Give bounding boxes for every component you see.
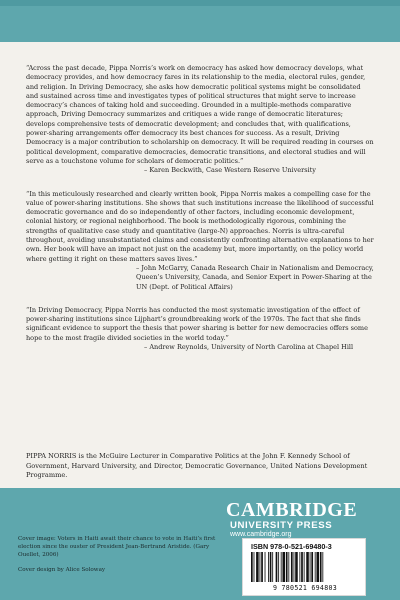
barcode-digits: 9 780521 694803 [272, 584, 338, 592]
barcode-bar [254, 552, 255, 582]
barcode-bar [288, 552, 289, 582]
barcode-panel [242, 538, 366, 596]
barcode-bar [281, 552, 282, 582]
barcode-bar [299, 552, 300, 582]
endorsement-quote-3: “In Driving Democracy, Pippa Norris has conducted the most systematic investigation of the effect of power-sharing institutions since Lijphart’s groundbreaking work of the 1970s. The fact that she finds significant evidence to support the thesis that power sharing is better for new democracies offers some hope to the most fragile divided societies in the world today.” [26, 305, 368, 342]
endorsement-quote-1: “Across the past decade, Pippa Norris’s work on democracy has asked how democracy develops, what democracy provides, and how democracy fares in its relationship to the media, electoral rules, gender, and religion. In Driving Democracy, she asks how democratic political systems might be consolidated and sustained across time and investigates types of political structures that might serve to increase democracy’s chances of taking hold and succeeding. Grounded in a multiple-methods comparative approach, Driving Democracy summarizes and critiques a wide range of democratic literatures; develops comprehensive tests of democratic development; and concludes that, with qualifications, power-sharing arrangements offer democracy its best chances for success. As a result, Driving Democracy is a major contribution to scholarship on democracy. It will be required reading in courses on political development, comparative democracies, democratic transitions, and electoral studies and will serve as a touchstone volume for scholars of democratic politics.” [26, 64, 374, 165]
barcode-bar [310, 552, 311, 582]
barcode-bar [316, 552, 319, 582]
author-bio: PIPPA NORRIS is the McGuire Lecturer in Comparative Politics at the John F. Kennedy School of Government, Harvard University, and Director, Democratic Governance, United Nations Development Programme. [26, 452, 368, 479]
barcode-bar [315, 552, 316, 582]
barcode-bar [256, 552, 259, 582]
barcode-bar [270, 552, 272, 582]
barcode-bar [286, 552, 288, 582]
barcode-bar [272, 552, 273, 582]
barcode-bar [282, 552, 285, 582]
barcode-bar [301, 552, 303, 582]
barcode-bar [320, 552, 322, 582]
barcode-bars [249, 552, 359, 586]
publisher-logo [226, 500, 366, 538]
barcode-bar [306, 552, 309, 582]
endorsements [26, 64, 374, 352]
publisher-url: www.cambridge.org [230, 531, 292, 538]
endorsement-attribution-1: – Karen Beckwith, Case Western Reserve University [144, 166, 316, 175]
barcode-bar [304, 552, 305, 582]
barcode-bar [322, 552, 323, 582]
top-color-band [0, 0, 400, 42]
barcode-bar [291, 552, 293, 582]
barcode-bar [261, 552, 263, 582]
barcode-bar [268, 552, 269, 582]
barcode-bar [311, 552, 313, 582]
barcode-bar [294, 552, 295, 582]
barcode-bar [265, 552, 266, 582]
barcode-bar [260, 552, 261, 582]
top-band-edge [0, 0, 400, 6]
barcode-bar [251, 552, 253, 582]
cover-image-credit: Cover image: Voters in Haiti await their chance to vote in Haiti’s first election since the ouster of President Jean-Bertrand Aristide. (Gary Ouellet, 2006) [18, 536, 216, 558]
endorsement-attribution-3: – Andrew Reynolds, University of North Carolina at Chapel Hill [144, 343, 354, 352]
barcode-bar [276, 552, 278, 582]
endorsement-attribution-2: – John McGarry, Canada Research Chair in Nationalism and Democracy, Queen’s University, Canada, and Senior Expert in Power-Sharing at the UN (Dept. of Political Affairs) [136, 263, 374, 291]
publisher-press: UNIVERSITY PRESS [230, 520, 333, 531]
barcode-bar [278, 552, 279, 582]
cover-design-credit: Cover design by Alice Soloway [18, 567, 106, 573]
endorsement-quote-2: “In this meticulously researched and clearly written book, Pippa Norris makes a compelling case for the value of power-sharing institutions. She shows that such institutions increase the likelihood of successful democratic governance and do so independently of other factors, including economic development, colonial history, or regional neighborhood. The book is methodologically rigorous, combining the strengths of qualitative case study and quantitative (large-N) approaches. Norris is ultra-careful throughout, avoiding unsubstantiated claims and consistently confronting alternative explanations to her own. Her book will have an impact not just on the academy but, more importantly, on the policy world where getting it right on these matters saves lives.” [26, 189, 374, 263]
isbn-label: ISBN 978-0-521-69480-3 [251, 542, 332, 551]
publisher-name: CAMBRIDGE [226, 499, 358, 521]
barcode-bar [295, 552, 298, 582]
